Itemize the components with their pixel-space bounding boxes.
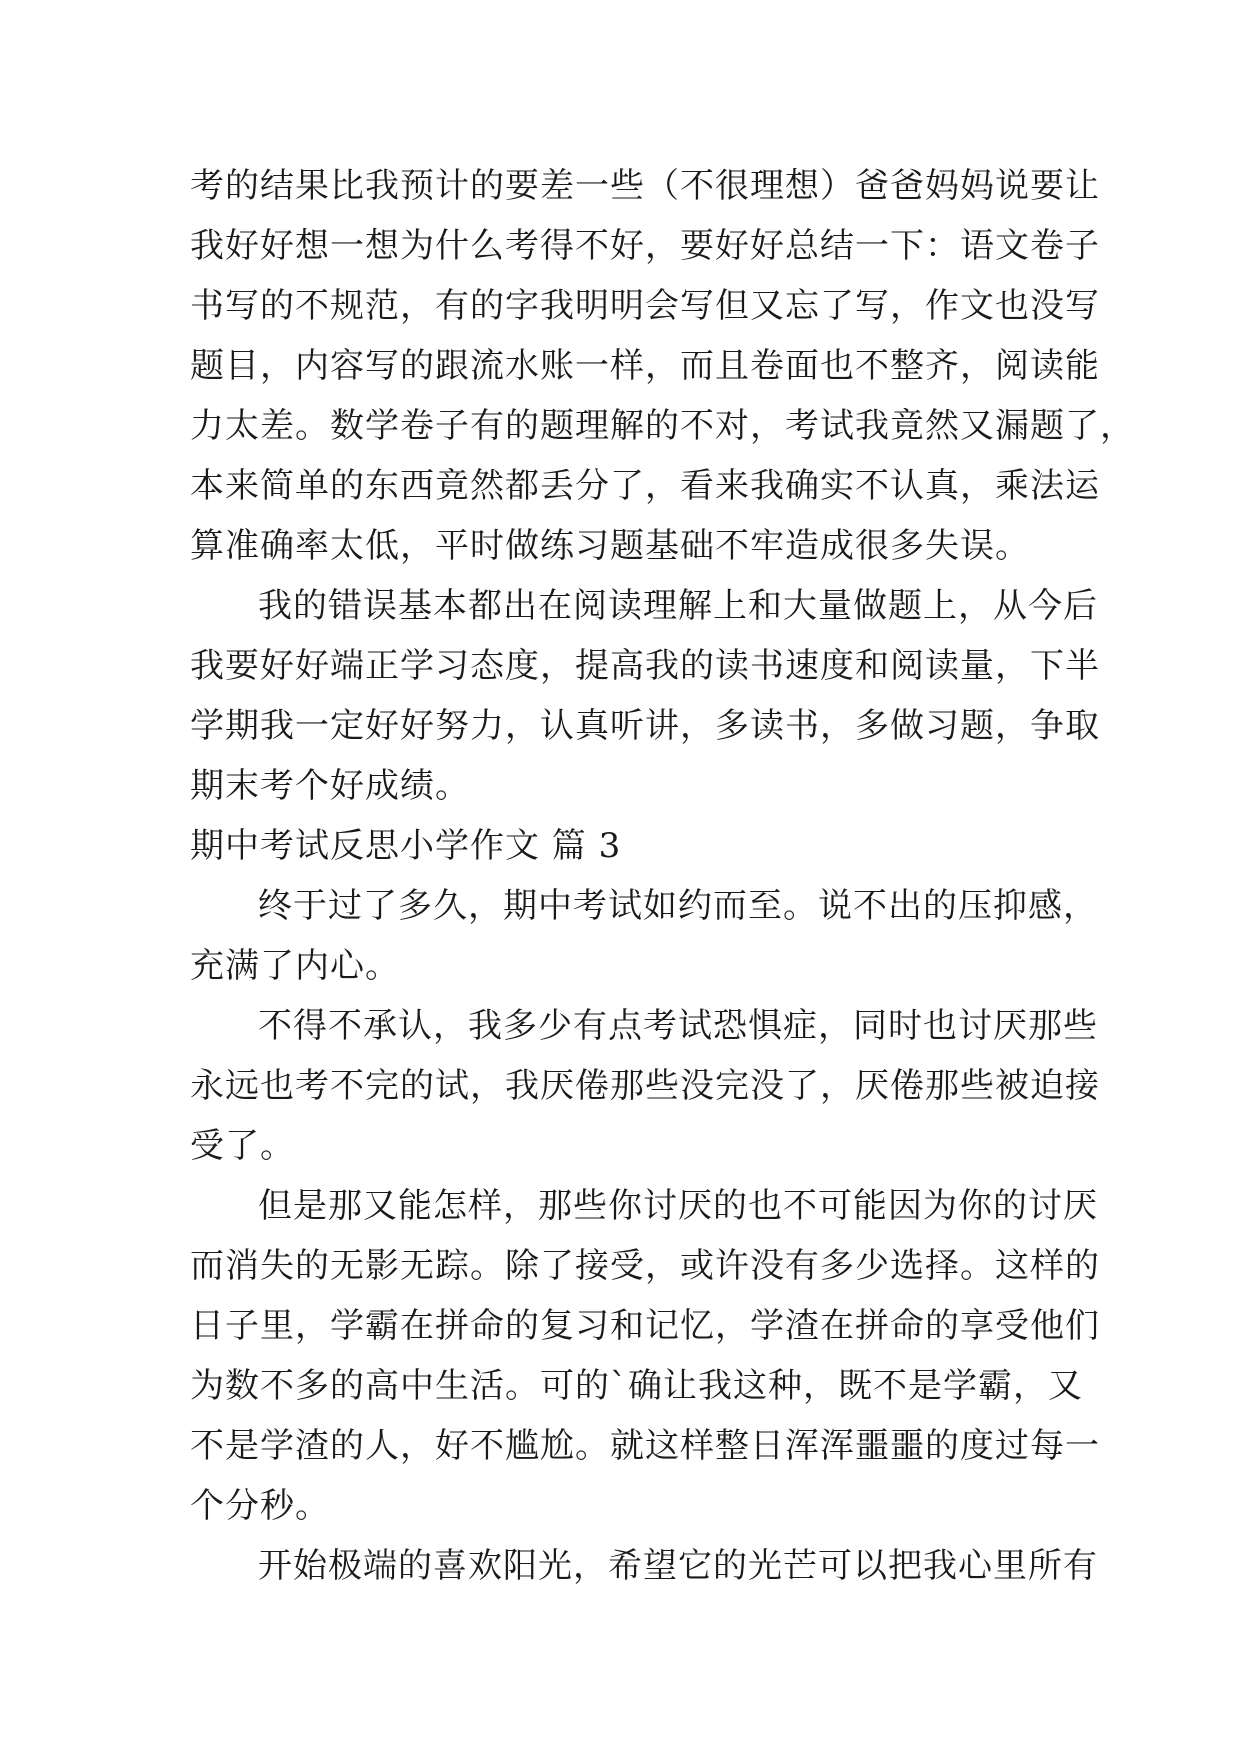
- document-body: [190, 156, 1135, 1596]
- text-line: 题目，内容写的跟流水账一样，而且卷面也不整齐，阅读能: [190, 346, 1100, 386]
- text-line: 而消失的无影无踪。除了接受，或许没有多少选择。这样的: [190, 1246, 1100, 1286]
- text-line: 期末考个好成绩。: [190, 766, 470, 806]
- paragraph-first-line: 终于过了多久，期中考试如约而至。说不出的压抑感，: [258, 886, 1098, 926]
- paragraph-first-line: 开始极端的喜欢阳光，希望它的光芒可以把我心里所有: [258, 1546, 1098, 1586]
- text-line: 充满了内心。: [190, 946, 400, 986]
- text-line: 为数不多的高中生活。可的`确让我这种，既不是学霸，又: [190, 1366, 1083, 1406]
- text-line: 我要好好端正学习态度，提高我的读书速度和阅读量，下半: [190, 646, 1100, 686]
- text-line: 永远也考不完的试，我厌倦那些没完没了，厌倦那些被迫接: [190, 1066, 1100, 1106]
- text-line: 我好好想一想为什么考得不好，要好好总结一下：语文卷子: [190, 226, 1100, 266]
- section-heading: 期中考试反思小学作文 篇 3: [190, 826, 622, 866]
- text-line: 不是学渣的人，好不尴尬。就这样整日浑浑噩噩的度过每一: [190, 1426, 1100, 1466]
- text-line: 日子里，学霸在拼命的复习和记忆，学渣在拼命的享受他们: [190, 1306, 1100, 1346]
- paragraph-first-line: 不得不承认，我多少有点考试恐惧症，同时也讨厌那些: [258, 1006, 1098, 1046]
- paragraph-first-line: 但是那又能怎样，那些你讨厌的也不可能因为你的讨厌: [258, 1186, 1098, 1226]
- text-line: 学期我一定好好努力，认真听讲，多读书，多做习题，争取: [190, 706, 1100, 746]
- paragraph-first-line: 我的错误基本都出在阅读理解上和大量做题上，从今后: [258, 586, 1098, 626]
- text-line: 考的结果比我预计的要差一些（不很理想）爸爸妈妈说要让: [190, 166, 1100, 206]
- text-line: 算准确率太低，平时做练习题基础不牢造成很多失误。: [190, 526, 1030, 566]
- text-line: 受了。: [190, 1126, 295, 1166]
- text-line: 个分秒。: [190, 1486, 330, 1526]
- text-line: 书写的不规范，有的字我明明会写但又忘了写，作文也没写: [190, 286, 1100, 326]
- text-line: 本来简单的东西竟然都丢分了，看来我确实不认真，乘法运: [190, 466, 1100, 506]
- text-line: 力太差。数学卷子有的题理解的不对，考试我竟然又漏题了，: [190, 406, 1135, 446]
